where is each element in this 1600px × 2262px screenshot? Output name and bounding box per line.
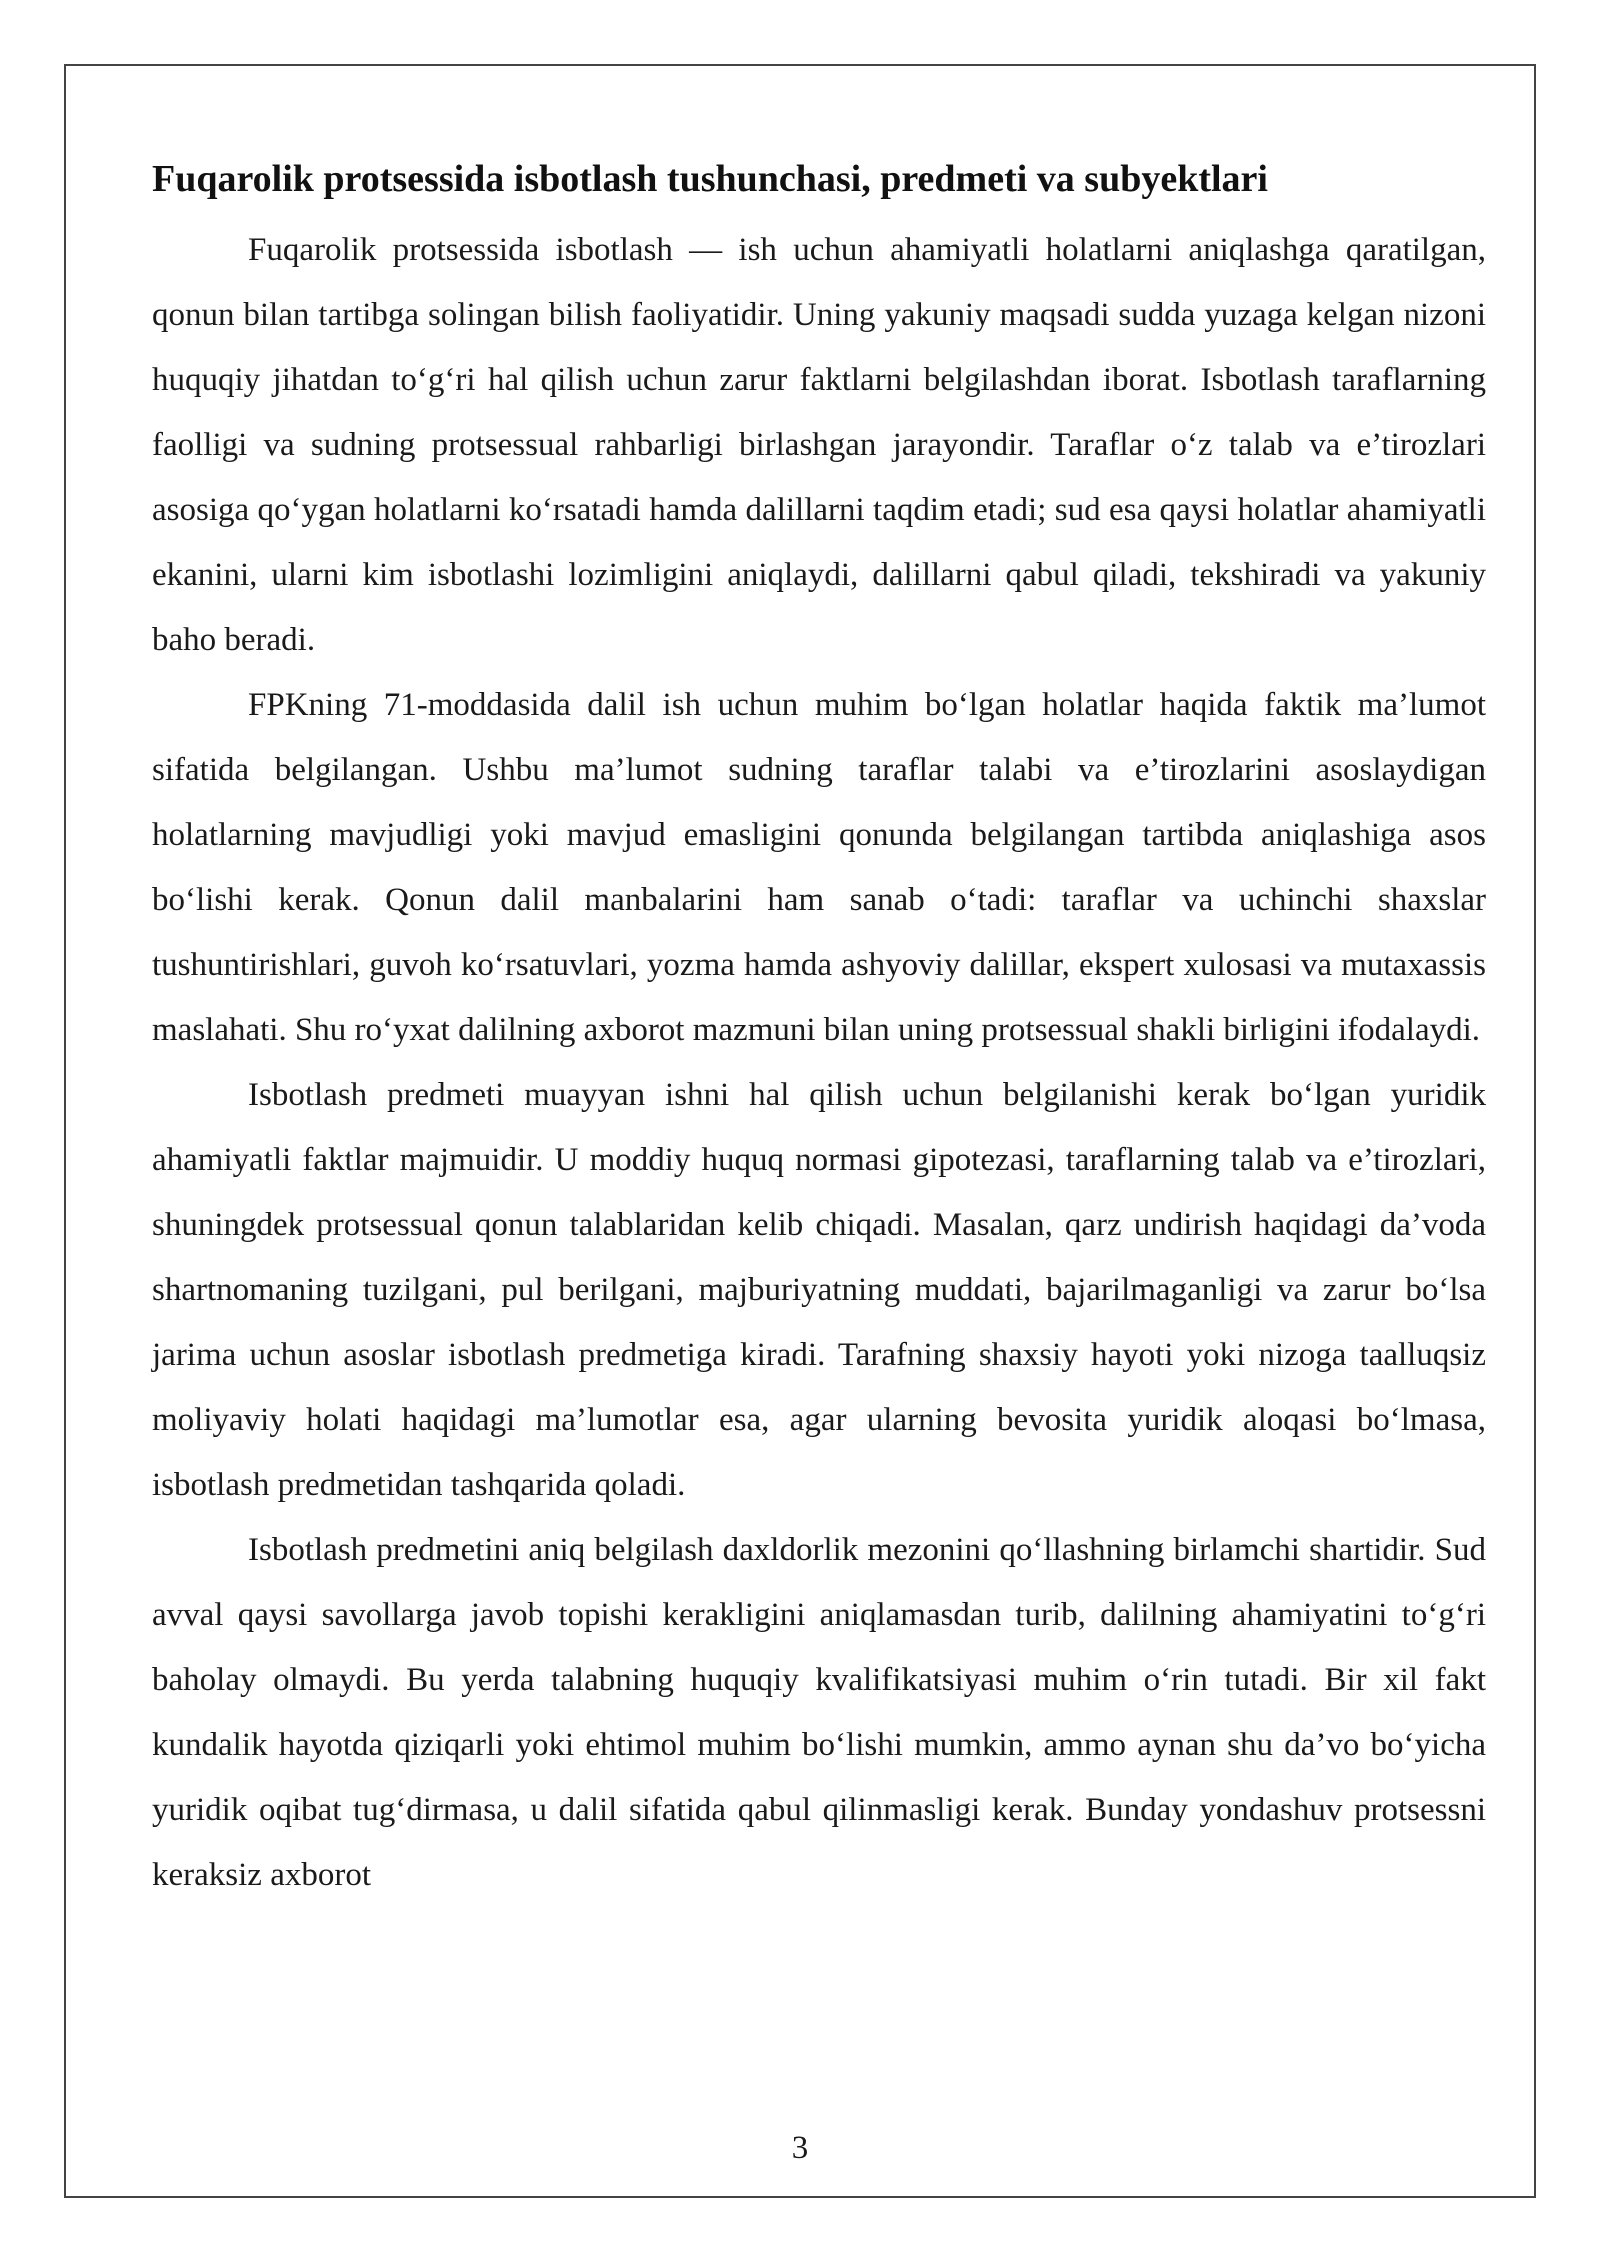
paragraph-2: FPKning 71-moddasida dalil ish uchun muhim bo‘lgan holatlar haqida faktik ma’lumot sifatida belgilangan. Ushbu ma’lumot sudning taraflar talabi va e’tirozlarini asoslaydigan holatlarning mavjudligi yoki mavjud emasligini qonunda belgilangan tartibda aniqlashiga asos bo‘lishi kerak. Qonun dalil manbalarini ham sanab o‘tadi: taraflar va uchinchi shaxslar tushuntirishlari, guvoh ko‘rsatuvlari, yozma hamda ashyoviy dalillar, ekspert xulosasi va mutaxassis maslahati. Shu ro‘yxat dalilning axborot mazmuni bilan uning protsessual shakli birligini ifodalaydi. (152, 687, 1486, 1048)
paragraph-1: Fuqarolik protsessida isbotlash — ish uchun ahamiyatli holatlarni aniqlashga qaratilgan, qonun bilan tartibga solingan bilish faoliyatidir. Uning yakuniy maqsadi sudda yuzaga kelgan nizoni huquqiy jihatdan to‘g‘ri hal qilish uchun zarur faktlarni belgilashdan iborat. Isbotlash taraflarning faolligi va sudning protsessual rahbarligi birlashgan jarayondir. Taraflar o‘z talab va e’tirozlari asosiga qo‘ygan holatlarni ko‘rsatadi hamda dalillarni taqdim etadi; sud esa qaysi holatlar ahamiyatli ekanini, ularni kim isbotlashi lozimligini aniqlaydi, dalillarni qabul qiladi, tekshiradi va yakuniy baho beradi. (152, 232, 1486, 658)
paragraph-4: Isbotlash predmetini aniq belgilash daxldorlik mezonini qo‘llashning birlamchi shartidir. Sud avval qaysi savollarga javob topishi kerakligini aniqlamasdan turib, dalilning ahamiyatini to‘g‘ri baholay olmaydi. Bu yerda talabning huquqiy kvalifikatsiyasi muhim o‘rin tutadi. Bir xil fakt kundalik hayotda qiziqarli yoki ehtimol muhim bo‘lishi mumkin, ammo aynan shu da’vo bo‘yicha yuridik oqibat tug‘dirmasa, u dalil sifatida qabul qilinmasligi kerak. Bunday yondashuv protsessni keraksiz axborot (152, 1532, 1486, 1893)
page-number: 3 (791, 2130, 809, 2166)
document-title: Fuqarolik protsessida isbotlash tushunchasi, predmeti va subyektlari (152, 158, 1268, 200)
paragraph-3: Isbotlash predmeti muayyan ishni hal qilish uchun belgilanishi kerak bo‘lgan yuridik ahamiyatli faktlar majmuidir. U moddiy huquq normasi gipotezasi, taraflarning talab va e’tirozlari, shuningdek protsessual qonun talablaridan kelib chiqadi. Masalan, qarz undirish haqidagi da’voda shartnomaning tuzilgani, pul berilgani, majburiyatning muddati, bajarilmaganligi va zarur bo‘lsa jarima uchun asoslar isbotlash predmetiga kiradi. Tarafning shaxsiy hayoti yoki nizoga taalluqsiz moliyaviy holati haqidagi ma’lumotlar esa, agar ularning bevosita yuridik aloqasi bo‘lmasa, isbotlash predmetidan tashqarida qoladi. (152, 1077, 1486, 1503)
document-body (152, 150, 1486, 1908)
